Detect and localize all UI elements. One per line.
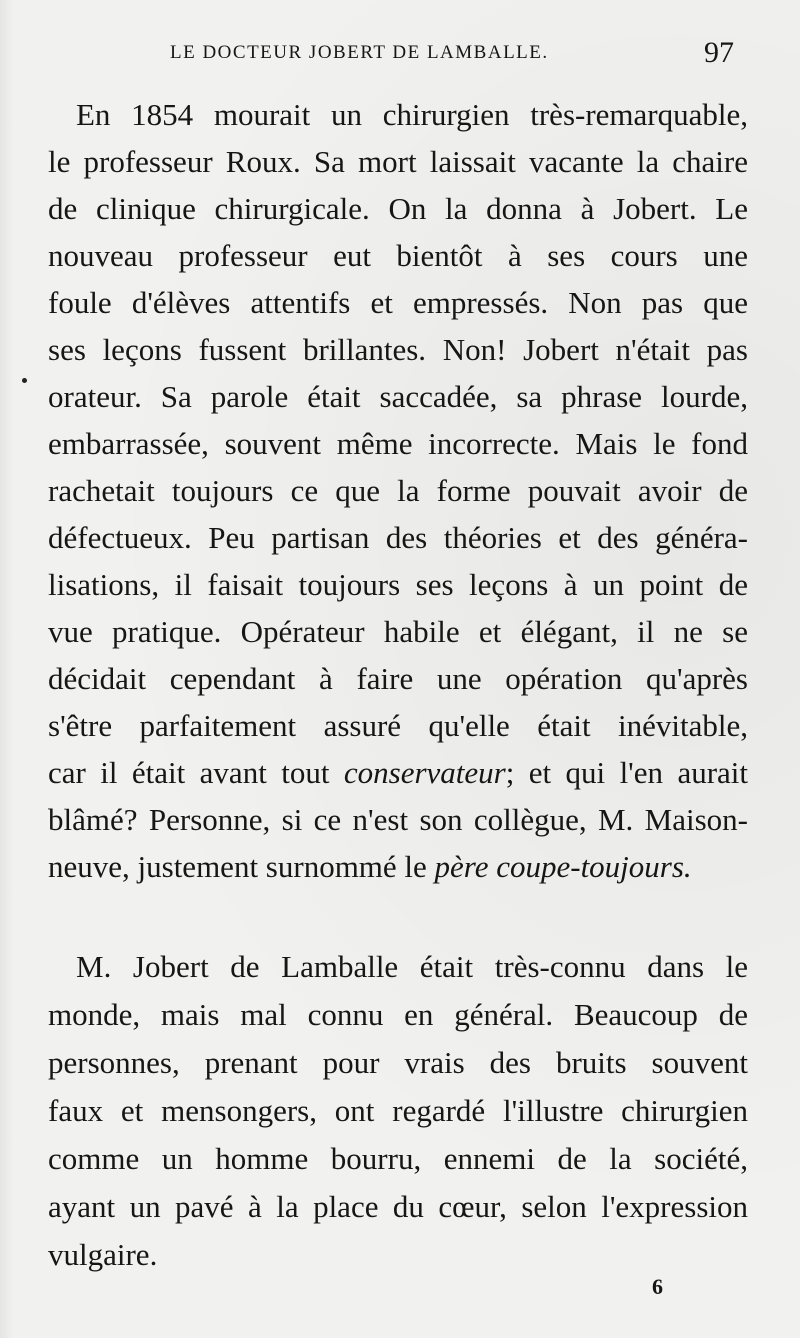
running-title: LE DOCTEUR JOBERT DE LAMBALLE. [170, 42, 549, 63]
text-line: comme un homme bourru, ennemi de la société, [48, 1141, 748, 1176]
text-line: s'être parfaitement assuré qu'elle était inévitable, [48, 708, 748, 743]
text-line: vulgaire. [48, 1237, 158, 1272]
text-line: ses leçons fussent brillantes. Non! Jobert n'était pas [48, 332, 748, 367]
italic-term: père coupe-toujours. [434, 849, 692, 884]
paragraph-1 [48, 91, 748, 890]
text-run: car il était avant tout [48, 755, 344, 790]
text-line: M. Jobert de Lamballe était très-connu dans le [76, 949, 748, 984]
printer-signature-mark: 6 [652, 1274, 663, 1299]
text-line: de clinique chirurgicale. On la donna à Jobert. Le [48, 191, 748, 226]
text-line: nouveau professeur eut bientôt à ses cours une [48, 238, 748, 273]
text-line: embarrassée, souvent même incorrecte. Mais le fond [48, 426, 748, 461]
text-line: rachetait toujours ce que la forme pouvait avoir de [48, 473, 748, 508]
text-line: En 1854 mourait un chirurgien très-remarquable, [76, 97, 748, 132]
margin-mark [22, 378, 27, 383]
paragraph-2 [48, 943, 748, 1279]
text-line: le professeur Roux. Sa mort laissait vacante la chaire [48, 144, 748, 179]
text-line: vue pratique. Opérateur habile et élégant, il ne se [48, 614, 748, 649]
text-run: ; et qui l'en aurait [505, 755, 749, 790]
text-line [48, 843, 748, 890]
page-number: 97 [704, 36, 734, 69]
text-line: foule d'élèves attentifs et empressés. Non pas que [48, 285, 748, 320]
text-line: monde, mais mal connu en général. Beaucoup de [48, 997, 748, 1032]
text-run: neuve, justement surnommé le [48, 849, 435, 884]
text-line: défectueux. Peu partisan des théories et des généra- [48, 520, 748, 555]
text-line [48, 749, 748, 796]
text-line: orateur. Sa parole était saccadée, sa phrase lourde, [48, 379, 748, 414]
text-line: lisations, il faisait toujours ses leçons à un point de [48, 567, 748, 602]
text-line: décidait cependant à faire une opération qu'après [48, 661, 748, 696]
text-line: faux et mensongers, ont regardé l'illustre chirurgien [48, 1093, 748, 1128]
text-line: ayant un pavé à la place du cœur, selon l'expression [48, 1189, 748, 1224]
running-head [140, 38, 740, 74]
italic-term: conservateur [343, 755, 506, 790]
text-line: personnes, prenant pour vrais des bruits souvent [48, 1045, 748, 1080]
text-line: blâmé? Personne, si ce n'est son collègue, M. Maison- [48, 802, 748, 837]
